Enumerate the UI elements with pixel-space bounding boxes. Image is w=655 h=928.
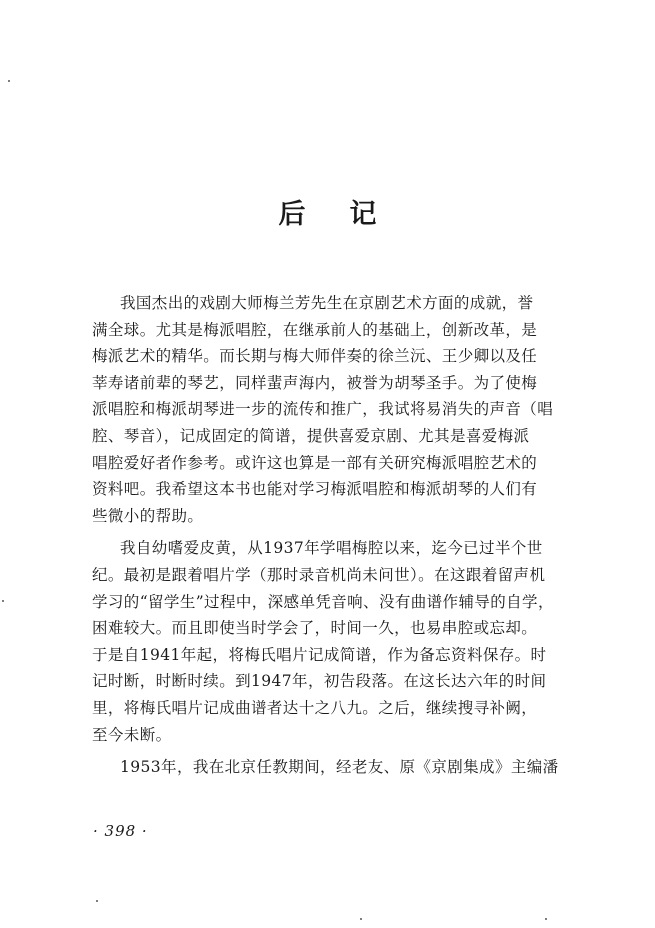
paragraph-2-line-5: 于是自1941年起，将梅氏唱片记成简谱，作为备忘资料保存。时 [92, 645, 547, 664]
page-number: · 398 · [93, 822, 148, 840]
paragraph-2-line-6: 记时断，时断时续。到1947年，初告段落。在这长达六年的时间 [92, 672, 547, 691]
paragraph-2-line-8: 至今未断。 [92, 725, 172, 744]
paragraph-2-line-3: 学习的“留学生”过程中，深感单凭音响、没有曲谱作辅导的自学， [92, 592, 554, 611]
scan-speck [8, 80, 10, 82]
title-char-2: 记 [349, 199, 377, 230]
paragraph-2-line-2: 纪。最初是跟着唱片学（那时录音机尚未问世）。在这跟着留声机 [92, 565, 546, 584]
scan-speck [96, 900, 98, 902]
paragraph-1-line-3: 梅派艺术的精华。而长期与梅大师伴奏的徐兰沅、王少卿以及任 [92, 347, 538, 366]
paragraph-2-line-4: 困难较大。而且即使当时学会了，时间一久，也易串腔或忘却。 [92, 619, 538, 638]
scan-speck [360, 918, 362, 920]
paragraph-3-line-1: 1953年，我在北京任教期间，经老友、原《京剧集成》主编潘 [120, 758, 559, 777]
paragraph-2-line-1: 我自幼嗜爱皮黄，从1937年学唱梅腔以来，迄今已过半个世 [120, 539, 543, 558]
title-char-1: 后 [278, 199, 306, 230]
chapter-title [0, 192, 655, 231]
scan-speck [2, 600, 4, 602]
scan-speck [545, 918, 547, 920]
paragraph-1-line-4: 莘寿诸前辈的琴艺，同样蜚声海内，被誉为胡琴圣手。为了使梅 [92, 373, 538, 392]
paragraph-1-line-2: 满全球。尤其是梅派唱腔，在继承前人的基础上，创新改革，是 [92, 320, 538, 339]
paragraph-1-line-8: 资料吧。我希望这本书也能对学习梅派唱腔和梅派胡琴的人们有 [92, 480, 538, 499]
paragraph-1-line-6: 腔、琴音），记成固定的简谱，提供喜爱京剧、尤其是喜爱梅派 [92, 426, 530, 445]
paragraph-2-line-7: 里，将梅氏唱片记成曲谱者达十之八九。之后，继续搜寻补阙， [92, 698, 538, 717]
body-text [92, 290, 568, 781]
paragraph-1-line-7: 唱腔爱好者作参考。或许这也算是一部有关研究梅派唱腔艺术的 [92, 453, 538, 472]
paragraph-1-line-9: 些微小的帮助。 [92, 506, 204, 525]
paragraph-1-line-1: 我国杰出的戏剧大师梅兰芳先生在京剧艺术方面的成就，誉 [120, 294, 534, 312]
paragraph-1-line-5: 派唱腔和梅派胡琴进一步的流传和推广，我试将易消失的声音（唱 [92, 400, 554, 419]
